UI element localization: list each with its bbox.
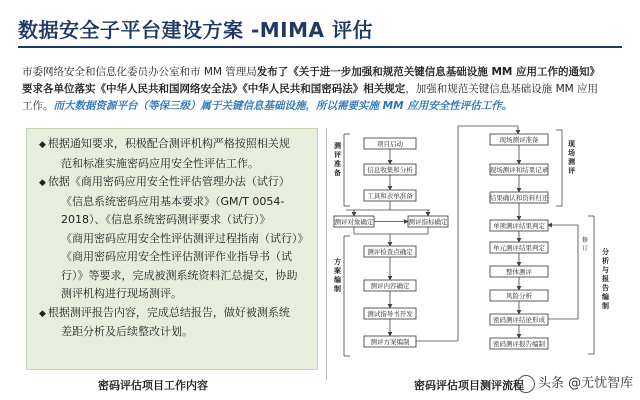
bullet-text: 根据通知要求，积极配合测评机构严格按照相关规 xyxy=(47,137,290,150)
phase-label-plan: 方案编制 xyxy=(334,258,341,293)
intro-text: 工作。 xyxy=(22,100,54,112)
intro-highlight: 而大数据资源平台（等保三级）属于关键信息基础设施，所以需要实施 MM 应用安全性评估工作。 xyxy=(53,100,513,112)
phase-label-field: 现场测评 xyxy=(568,140,575,175)
phase-label-report: 分析与报告编制 xyxy=(602,248,609,310)
bullet-2 xyxy=(27,173,317,304)
phase-label-prep: 测评准备 xyxy=(334,142,341,177)
title-divider xyxy=(18,46,622,48)
flow-field-0-label: 现场测评准备 xyxy=(499,136,539,144)
bullet-text: 《商用密码应用安全性评估测评过程指南（试行）》 xyxy=(61,231,309,245)
flow-plan-1-label: 测评内容确定 xyxy=(370,282,410,290)
flow-prep-1-label: 信息收集和分析 xyxy=(367,166,413,174)
bullet-text: 2018）、《信息系统密码测评要求（试行）》 xyxy=(61,213,271,226)
flow-caption: 密码评估项目测评流程 xyxy=(414,379,524,392)
bullet-text: 差距分析及后续整改计划。 xyxy=(61,325,193,338)
flow-plan-0-label: 测评检查点确定 xyxy=(367,248,413,256)
flow-report-0-label: 单项测评结果判定 xyxy=(493,222,545,230)
intro-bold: 发布了《关于进一步加强和规范关键信息基础设施 MM 应用工作的通知》 xyxy=(256,66,601,78)
diamond-bullet-icon: ◆ xyxy=(39,140,46,150)
diamond-bullet-icon: ◆ xyxy=(39,308,46,319)
flow-report-2-label: 整体测评 xyxy=(506,268,532,276)
flow-field-1-label: 现场测评和结果记录 xyxy=(489,166,549,174)
flow-plan-target-label: 测评对象确定 xyxy=(334,218,374,226)
intro-text: 市委网络安全和信息化委员办公室和市 MM 管理局 xyxy=(22,66,257,78)
bullet-1 xyxy=(27,129,317,173)
flow-plan-2-label: 测试指导书开发 xyxy=(367,310,413,318)
bullet-text: 行）》等要求，完成被测系统资料汇总提交，协助 xyxy=(61,268,298,282)
bullet-text: 测评机构进行现场测评。 xyxy=(61,287,182,300)
bullet-text: 范和标准实施密码应用安全性评估工作。 xyxy=(61,156,259,170)
page-title: 数据安全子平台建设方案 -MIMA 评估 xyxy=(18,18,373,42)
watermark xyxy=(514,372,633,393)
flow-report-4-label: 密码测评结论形成 xyxy=(493,316,545,324)
diamond-bullet-icon: ◆ xyxy=(39,178,46,188)
bullet-text: 《信息系统密码应用基本要求》（GM/T 0054- xyxy=(61,194,285,208)
bullet-text: 根据测评报告内容，完成总结报告，做好被测系统 xyxy=(47,305,290,319)
flow-plan-3-label: 测评方案编制 xyxy=(370,338,410,346)
logo-circle-icon xyxy=(517,375,535,393)
bullet-3 xyxy=(27,304,317,342)
feedback-label: 修订 xyxy=(582,237,589,252)
flow-report-5-label: 密码测评报告编制 xyxy=(493,340,545,348)
watermark-text: 头条 @无忧智库 xyxy=(538,376,634,391)
flow-plan-index-label: 测评指标确定 xyxy=(408,218,448,226)
column-divider xyxy=(326,128,327,380)
bullet-text: 依据《商用密码应用安全性评估管理办法（试行） xyxy=(47,175,290,188)
intro-bold: 要求各单位落实 xyxy=(22,83,96,95)
flow-prep-2-label: 工具和表单准备 xyxy=(367,192,413,200)
work-content-caption: 密码评估项目工作内容 xyxy=(98,379,208,392)
intro-bold: 相关规定 xyxy=(363,83,406,95)
intro-text: ，加强和规范关键信息基础设施 MM 应用 xyxy=(405,83,599,95)
flow-field-2-label: 结果确认和资料归还 xyxy=(489,194,549,202)
flow-report-3-label: 风险分析 xyxy=(506,292,532,300)
flow-report-1-label: 单元测评结果判定 xyxy=(493,244,545,252)
evaluation-flowchart xyxy=(330,124,630,374)
bullet-text: 《商用密码应用安全性评估测评作业指导书（试 xyxy=(61,250,292,263)
flow-prep-0-label: 项目启动 xyxy=(377,140,403,148)
intro-bold: 《中华人民共和国网络安全法》《中华人民共和国密码法》 xyxy=(95,83,364,95)
intro-paragraph xyxy=(22,64,622,115)
work-content-box xyxy=(26,128,318,370)
